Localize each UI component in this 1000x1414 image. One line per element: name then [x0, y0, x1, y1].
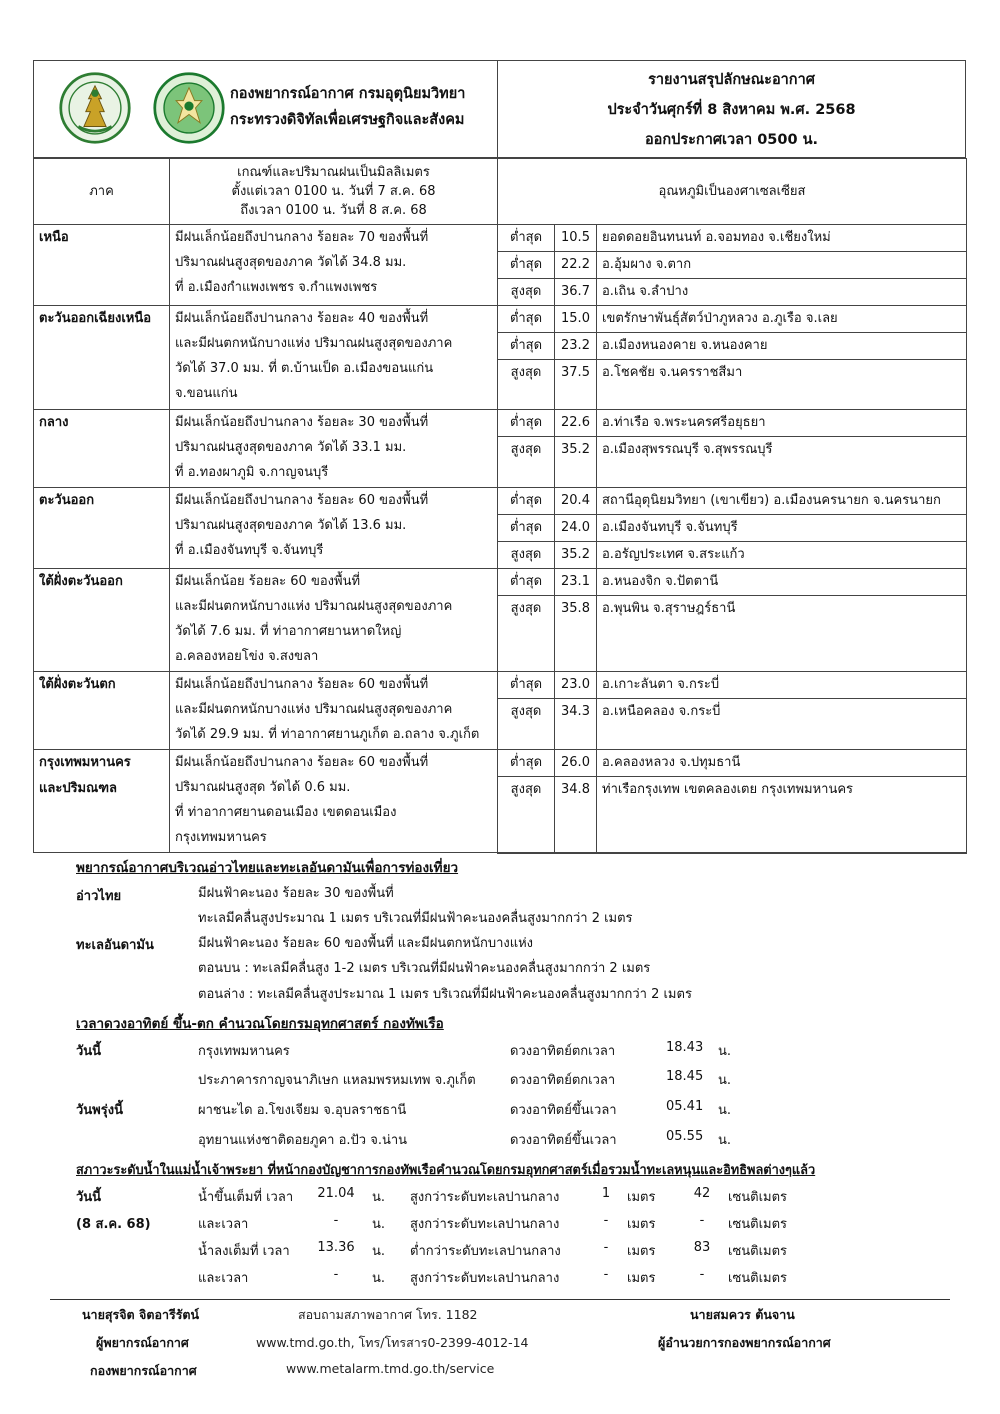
region-name: ตะวันออกเฉียงเหนือ	[39, 311, 152, 326]
temp-type: ต่ำสุด	[498, 569, 555, 596]
rain-line: ปริมาณฝนสูงสุดของภาค วัดได้ 33.1 มม.	[175, 440, 407, 455]
temp-value: 26.0	[555, 750, 597, 777]
ministry-name: กระทรวงดิจิทัลเพื่อเศรษฐกิจและสังคม	[230, 112, 465, 128]
gulf-line: มีฝนฟ้าคะนอง ร้อยละ 30 ของพื้นที่	[198, 886, 394, 901]
region-name: กลาง	[39, 415, 69, 430]
sun-time: 05.41	[666, 1099, 704, 1114]
temp-value: 22.2	[555, 252, 597, 279]
tide-meters-unit: เมตร	[627, 1244, 656, 1259]
col-header-temperature: อุณหภูมิเป็นองศาเซลเซียส	[498, 159, 967, 225]
tide-description: และเวลา	[198, 1271, 249, 1286]
region-name-cell	[34, 750, 170, 853]
tmd-seal-icon	[152, 71, 226, 145]
region-name-cell	[34, 306, 170, 410]
marine-forecast-title: พยากรณ์อากาศบริเวณอ่าวไทยและทะเลอันดามันเพื่อการท่องเที่ยว	[76, 860, 459, 876]
tide-time-unit: น.	[372, 1217, 386, 1232]
temp-value: 35.2	[555, 437, 597, 488]
temp-type: สูงสุด	[498, 542, 555, 569]
tide-time: -	[333, 1213, 339, 1228]
forecaster-name: นายสุรจิต จิตอารีรัตน์	[82, 1307, 200, 1322]
sun-unit: น.	[718, 1073, 732, 1088]
tide-centimeters: -	[699, 1213, 705, 1228]
tide-meters: -	[603, 1213, 609, 1228]
rain-line: มีฝนเล็กน้อยถึงปานกลาง ร้อยละ 60 ของพื้นที่	[175, 677, 429, 692]
temp-type: ต่ำสุด	[498, 672, 555, 699]
temp-value: 22.6	[555, 410, 597, 437]
header-report-cell	[497, 60, 966, 158]
temp-type: สูงสุด	[498, 279, 555, 306]
contact-phone: สอบถามสภาพอากาศ โทร. 1182	[298, 1307, 478, 1322]
rain-line: มีฝนเล็กน้อยถึงปานกลาง ร้อยละ 60 ของพื้นที่	[175, 493, 429, 508]
contact-website[interactable]: www.tmd.go.th, โทร/โทรสาร0-2399-4012-14	[256, 1335, 529, 1350]
temp-station: อ.อุ้มผาง จ.ตาก	[597, 252, 967, 279]
org-name: กองพยากรณ์อากาศ กรมอุตุนิยมวิทยา	[230, 86, 466, 102]
temp-station: อ.หนองจิก จ.ปัตตานี	[597, 569, 967, 596]
rain-line: ปริมาณฝนสูงสุดของภาค วัดได้ 13.6 มม.	[175, 518, 407, 533]
temp-station: อ.เหนือคลอง จ.กระบี่	[597, 699, 967, 750]
rain-line: กรุงเทพมหานคร	[175, 830, 267, 845]
col-header-region: ภาค	[34, 159, 170, 225]
tide-time: 13.36	[317, 1240, 355, 1255]
temp-value: 23.0	[555, 672, 597, 699]
sun-unit: น.	[718, 1133, 732, 1148]
tide-centimeters-unit: เซนติเมตร	[728, 1271, 788, 1286]
temp-station: อ.เมืองสุพรรณบุรี จ.สุพรรณบุรี	[597, 437, 967, 488]
region-name: ใต้ฝั่งตะวันออก	[39, 574, 123, 589]
temp-type: ต่ำสุด	[498, 750, 555, 777]
table-row	[34, 750, 967, 777]
temp-type: ต่ำสุด	[498, 333, 555, 360]
tide-meters-unit: เมตร	[627, 1190, 656, 1205]
region-name: ตะวันออก	[39, 493, 95, 508]
footer-divider	[50, 1299, 950, 1300]
temp-type: ต่ำสุด	[498, 515, 555, 542]
sun-tomorrow-label: วันพรุ่งนี้	[76, 1103, 123, 1118]
ministry-seal-icon	[58, 71, 132, 145]
region-name: ใต้ฝั่งตะวันตก	[39, 677, 116, 692]
sun-unit: น.	[718, 1044, 732, 1059]
table-row	[34, 306, 967, 333]
temp-value: 20.4	[555, 488, 597, 515]
tide-centimeters: -	[699, 1267, 705, 1282]
sun-place: ผาชนะได อ.โขงเจียม จ.อุบลราชธานี	[198, 1103, 407, 1118]
tide-time-unit: น.	[372, 1244, 386, 1259]
tide-description: และเวลา	[198, 1217, 249, 1232]
rain-line: ที่ อ.เมืองจันทบุรี จ.จันทบุรี	[175, 543, 324, 558]
table-row	[34, 410, 967, 437]
report-issue-time: ออกประกาศเวลา 0500 น.	[644, 132, 819, 148]
forecaster-dept: กองพยากรณ์อากาศ	[90, 1363, 197, 1378]
andaman-line: ตอนบน : ทะเลมีคลื่นสูง 1-2 เมตร บริเวณที่มีฝนฟ้าคะนองคลื่นสูงมากกว่า 2 เมตร	[198, 961, 651, 976]
sun-times-title: เวลาดวงอาทิตย์ ขึ้น-ตก คำนวณโดยกรมอุทกศาสตร์ กองทัพเรือ	[76, 1016, 444, 1032]
temp-value: 35.2	[555, 542, 597, 569]
weather-summary-table	[33, 158, 967, 854]
tide-day-label: วันนี้	[76, 1190, 102, 1205]
temp-type: สูงสุด	[498, 699, 555, 750]
region-name: เหนือ	[39, 230, 69, 245]
rain-line: อ.คลองหอยโข่ง จ.สงขลา	[175, 649, 319, 664]
tide-reference: สูงกว่าระดับทะเลปานกลาง	[410, 1271, 560, 1286]
tide-centimeters-unit: เซนติเมตร	[728, 1244, 788, 1259]
sun-time: 18.45	[666, 1069, 704, 1084]
sun-time: 18.43	[666, 1040, 704, 1055]
temp-type: ต่ำสุด	[498, 225, 555, 252]
rain-line: วัดได้ 7.6 มม. ที่ ท่าอากาศยานหาดใหญ่	[175, 624, 402, 639]
header-org-cell	[33, 60, 497, 158]
region-name: กรุงเทพมหานคร	[39, 755, 131, 770]
tide-description: น้ำขึ้นเต็มที่ เวลา	[198, 1190, 294, 1205]
rain-line: วัดได้ 37.0 มม. ที่ ต.บ้านเป็ด อ.เมืองขอนแก่น	[175, 361, 434, 376]
temp-type: ต่ำสุด	[498, 410, 555, 437]
sun-today-label: วันนี้	[76, 1044, 102, 1059]
tide-time: 21.04	[317, 1186, 355, 1201]
sun-place: ประภาคารกาญจนาภิเษก แหลมพรหมเทพ จ.ภูเก็ต	[198, 1073, 476, 1088]
tide-title: สภาวะระดับน้ำในแม่น้ำเจ้าพระยา ที่หน้ากองบัญชาการกองทัพเรือคำนวณโดยกรมอุทกศาสตร์เมื่อรวมน้ำทะเลหนุนและอิทธิพลต่างๆแล้ว	[76, 1163, 816, 1178]
rain-summary-cell	[170, 672, 498, 750]
temp-type: ต่ำสุด	[498, 488, 555, 515]
forecaster-title: ผู้พยากรณ์อากาศ	[96, 1335, 189, 1350]
sun-place: กรุงเทพมหานคร	[198, 1044, 290, 1059]
temp-station: ท่าเรือกรุงเทพ เขตคลองเตย กรุงเทพมหานคร	[597, 777, 967, 853]
rain-line: จ.ขอนแก่น	[175, 386, 238, 401]
temp-value: 23.2	[555, 333, 597, 360]
gulf-line: ทะเลมีคลื่นสูงประมาณ 1 เมตร บริเวณที่มีฝนฟ้าคะนองคลื่นสูงมากกว่า 2 เมตร	[198, 911, 633, 926]
tide-meters: 1	[601, 1186, 611, 1201]
region-name-cell	[34, 672, 170, 750]
rain-line: ที่ อ.เมืองกำแพงเพชร จ.กำแพงเพชร	[175, 280, 378, 295]
rain-summary-cell	[170, 569, 498, 672]
table-row	[34, 488, 967, 515]
sun-place: อุทยานแห่งชาติดอยภูคา อ.ปัว จ.น่าน	[198, 1133, 408, 1148]
rain-line: ปริมาณฝนสูงสุด วัดได้ 0.6 มม.	[175, 780, 351, 795]
table-row	[34, 225, 967, 252]
temp-station: อ.โชคชัย จ.นครราชสีมา	[597, 360, 967, 410]
temp-value: 37.5	[555, 360, 597, 410]
gulf-label: อ่าวไทย	[76, 889, 122, 904]
temp-value: 15.0	[555, 306, 597, 333]
tide-time: -	[333, 1267, 339, 1282]
temp-value: 23.1	[555, 569, 597, 596]
rain-line: และมีฝนตกหนักบางแห่ง ปริมาณฝนสูงสุดของภาค	[175, 599, 453, 614]
tide-reference: ต่ำกว่าระดับทะเลปานกลาง	[410, 1244, 561, 1259]
table-row	[34, 569, 967, 596]
col-header-rain: เกณฑ์และปริมาณฝนเป็นมิลลิเมตร ตั้งแต่เวลา 0100 น. วันที่ 7 ส.ค. 68 ถึงเวลา 0100 น. วันที่ 8 ส.ค. 68	[170, 159, 498, 225]
temp-station: เขตรักษาพันธุ์สัตว์ป่าภูหลวง อ.ภูเรือ จ.เลย	[597, 306, 967, 333]
tide-centimeters-unit: เซนติเมตร	[728, 1190, 788, 1205]
director-title: ผู้อำนวยการกองพยากรณ์อากาศ	[658, 1335, 831, 1350]
temp-station: ยอดดอยอินทนนท์ อ.จอมทอง จ.เชียงใหม่	[597, 225, 967, 252]
andaman-line: มีฝนฟ้าคะนอง ร้อยละ 60 ของพื้นที่ และมีฝนตกหนักบางแห่ง	[198, 936, 534, 951]
temp-station: อ.อรัญประเทศ จ.สระแก้ว	[597, 542, 967, 569]
rain-line: มีฝนเล็กน้อยถึงปานกลาง ร้อยละ 70 ของพื้นที่	[175, 230, 429, 245]
temp-type: ต่ำสุด	[498, 252, 555, 279]
temp-station: อ.พุนพิน จ.สุราษฎร์ธานี	[597, 596, 967, 672]
temp-value: 34.8	[555, 777, 597, 853]
region-name-cell	[34, 410, 170, 488]
temp-type: สูงสุด	[498, 437, 555, 488]
sun-event: ดวงอาทิตย์ขึ้นเวลา	[510, 1133, 617, 1148]
report-date: ประจำวันศุกร์ที่ 8 สิงหาคม พ.ศ. 2568	[607, 102, 856, 118]
rain-summary-cell	[170, 750, 498, 853]
sun-event: ดวงอาทิตย์ขึ้นเวลา	[510, 1103, 617, 1118]
temp-value: 24.0	[555, 515, 597, 542]
sun-unit: น.	[718, 1103, 732, 1118]
temp-station: สถานีอุตุนิยมวิทยา (เขาเขียว) อ.เมืองนครนายก จ.นครนายก	[597, 488, 967, 515]
director-name: นายสมควร ต้นจาน	[690, 1307, 795, 1322]
rain-line: ที่ ท่าอากาศยานดอนเมือง เขตดอนเมือง	[175, 805, 397, 820]
tide-meters-unit: เมตร	[627, 1271, 656, 1286]
tide-day-date: (8 ส.ค. 68)	[76, 1217, 151, 1232]
rain-line: มีฝนเล็กน้อย ร้อยละ 60 ของพื้นที่	[175, 574, 361, 589]
temp-value: 10.5	[555, 225, 597, 252]
region-name-cell	[34, 225, 170, 306]
tide-time-unit: น.	[372, 1271, 386, 1286]
tide-reference: สูงกว่าระดับทะเลปานกลาง	[410, 1217, 560, 1232]
rain-line: มีฝนเล็กน้อยถึงปานกลาง ร้อยละ 30 ของพื้นที่	[175, 415, 429, 430]
sun-event: ดวงอาทิตย์ตกเวลา	[510, 1073, 616, 1088]
rain-summary-cell	[170, 410, 498, 488]
temp-value: 35.8	[555, 596, 597, 672]
sun-time: 05.55	[666, 1129, 704, 1144]
rain-line: มีฝนเล็กน้อยถึงปานกลาง ร้อยละ 60 ของพื้นที่	[175, 755, 429, 770]
temp-type: สูงสุด	[498, 777, 555, 853]
report-title: รายงานสรุปลักษณะอากาศ	[648, 72, 815, 88]
andaman-line: ตอนล่าง : ทะเลมีคลื่นสูงประมาณ 1 เมตร บริเวณที่มีฝนฟ้าคะนองคลื่นสูงมากกว่า 2 เมตร	[198, 987, 692, 1002]
region-name-cell	[34, 569, 170, 672]
temp-type: ต่ำสุด	[498, 306, 555, 333]
tide-centimeters-unit: เซนติเมตร	[728, 1217, 788, 1232]
rain-line: ที่ อ.ทองผาภูมิ จ.กาญจนบุรี	[175, 465, 329, 480]
temp-station: อ.เมืองจันทบุรี จ.จันทบุรี	[597, 515, 967, 542]
rain-line: วัดได้ 29.9 มม. ที่ ท่าอากาศยานภูเก็ต อ.ถลาง จ.ภูเก็ต	[175, 727, 480, 742]
rain-summary-cell	[170, 306, 498, 410]
tide-description: น้ำลงเต็มที่ เวลา	[198, 1244, 290, 1259]
rain-line: และมีฝนตกหนักบางแห่ง ปริมาณฝนสูงสุดของภาค	[175, 702, 453, 717]
rain-line: ปริมาณฝนสูงสุดของภาค วัดได้ 34.8 มม.	[175, 255, 407, 270]
temp-type: สูงสุด	[498, 360, 555, 410]
rain-summary-cell	[170, 225, 498, 306]
region-name: และปริมณฑล	[39, 781, 117, 796]
tide-meters-unit: เมตร	[627, 1217, 656, 1232]
temp-value: 36.7	[555, 279, 597, 306]
rain-line: และมีฝนตกหนักบางแห่ง ปริมาณฝนสูงสุดของภาค	[175, 336, 453, 351]
temp-station: อ.เกาะลันตา จ.กระบี่	[597, 672, 967, 699]
temp-station: อ.เถิน จ.ลำปาง	[597, 279, 967, 306]
tide-centimeters: 83	[693, 1240, 711, 1255]
rain-line: มีฝนเล็กน้อยถึงปานกลาง ร้อยละ 40 ของพื้นที่	[175, 311, 429, 326]
rain-summary-cell	[170, 488, 498, 569]
temp-station: อ.คลองหลวง จ.ปทุมธานี	[597, 750, 967, 777]
temp-station: อ.เมืองหนองคาย จ.หนองคาย	[597, 333, 967, 360]
andaman-label: ทะเลอันดามัน	[76, 938, 154, 953]
table-row	[34, 672, 967, 699]
tide-meters: -	[603, 1267, 609, 1282]
tide-meters: -	[603, 1240, 609, 1255]
tide-reference: สูงกว่าระดับทะเลปานกลาง	[410, 1190, 560, 1205]
temp-value: 34.3	[555, 699, 597, 750]
sun-event: ดวงอาทิตย์ตกเวลา	[510, 1044, 616, 1059]
contact-service-link[interactable]: www.metalarm.tmd.go.th/service	[286, 1361, 495, 1376]
temp-station: อ.ท่าเรือ จ.พระนครศรีอยุธยา	[597, 410, 967, 437]
tide-centimeters: 42	[693, 1186, 711, 1201]
region-name-cell	[34, 488, 170, 569]
temp-type: สูงสุด	[498, 596, 555, 672]
tide-time-unit: น.	[372, 1190, 386, 1205]
